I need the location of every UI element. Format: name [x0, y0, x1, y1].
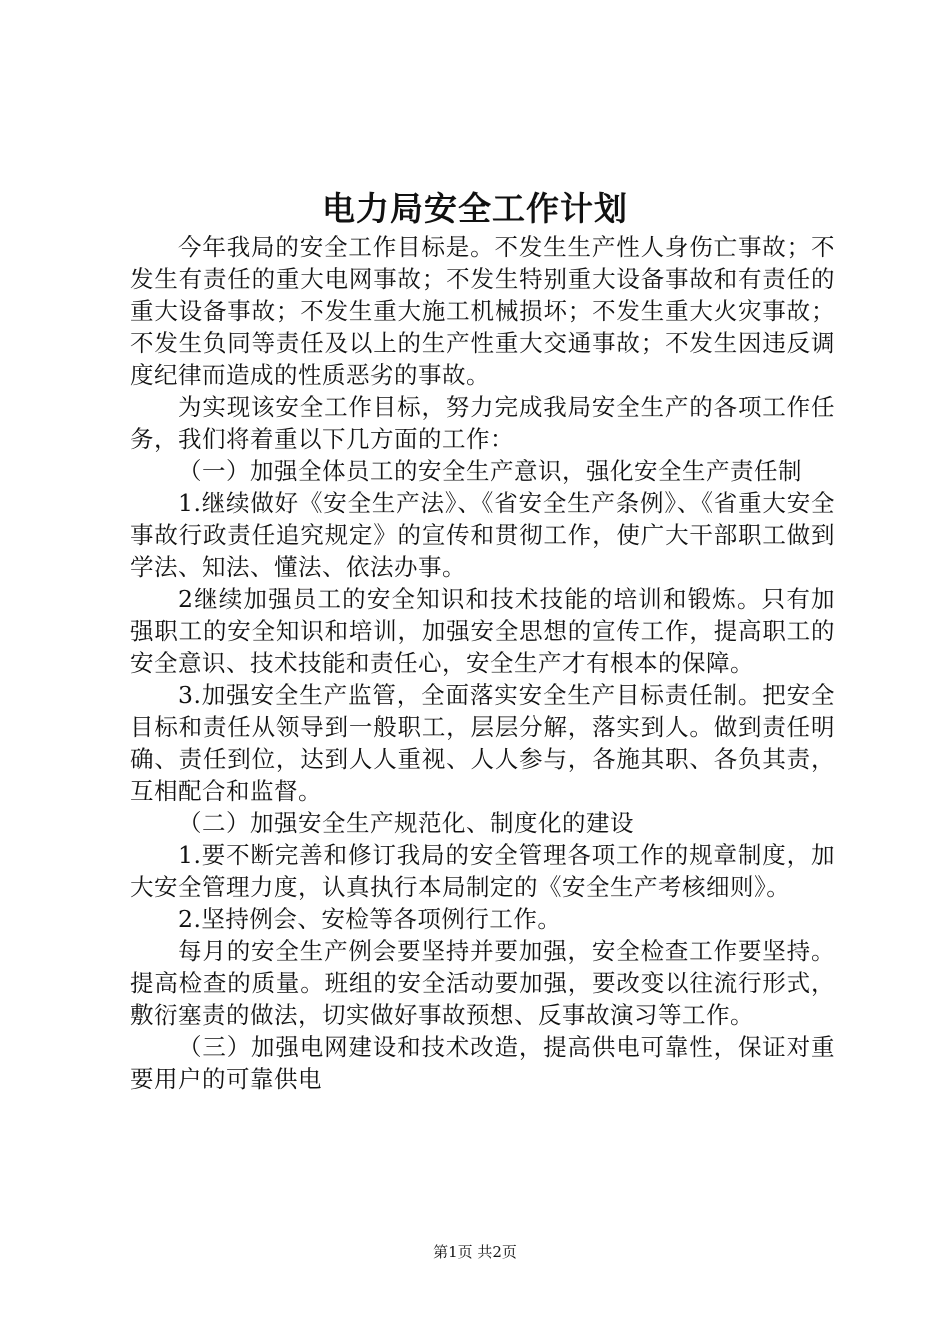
paragraph-2-3: 每月的安全生产例会要坚持并要加强，安全检查工作要坚持。提高检查的质量。班组的安全活动要加强，要改变以往流行形式，敷衍塞责的做法，切实做好事故预想、反事故演习等工作。: [130, 937, 835, 1029]
paragraph-2-1: 1.要不断完善和修订我局的安全管理各项工作的规章制度，加大安全管理力度，认真执行本局制定的《安全生产考核细则》。: [130, 841, 835, 901]
document-body: [130, 231, 835, 1095]
paragraph-2-2: 2.坚持例会、安检等各项例行工作。: [178, 905, 562, 933]
page-footer: 第1页 共2页: [433, 1243, 517, 1261]
section-heading-2: （二）加强安全生产规范化、制度化的建设: [178, 809, 634, 837]
paragraph-1-3: 3.加强安全生产监管，全面落实安全生产目标责任制。把安全目标和责任从领导到一般职工，层层分解，落实到人。做到责任明确、责任到位，达到人人重视、人人参与，各施其职、各负其责，互相配合和监督。: [130, 681, 835, 805]
section-heading-1: （一）加强全体员工的安全生产意识，强化安全生产责任制: [178, 457, 802, 485]
paragraph-goals: 今年我局的安全工作目标是。不发生生产性人身伤亡事故；不发生有责任的重大电网事故；不发生特别重大设备事故和有责任的重大设备事故；不发生重大施工机械损坏；不发生重大火灾事故；不发生负同等责任及以上的生产性重大交通事故；不发生因违反调度纪律而造成的性质恶劣的事故。: [130, 233, 835, 389]
paragraph-1-2: 2继续加强员工的安全知识和技术技能的培训和锻炼。只有加强职工的安全知识和培训，加强安全思想的宣传工作，提高职工的安全意识、技术技能和责任心，安全生产才有根本的保障。: [130, 585, 835, 677]
section-heading-3: （三）加强电网建设和技术改造，提高供电可靠性，保证对重要用户的可靠供电: [130, 1033, 835, 1093]
paragraph-intro: 为实现该安全工作目标，努力完成我局安全生产的各项工作任务，我们将着重以下几方面的工作：: [130, 393, 835, 453]
document-title: 电力局安全工作计划: [322, 189, 628, 228]
paragraph-1-1: 1.继续做好《安全生产法》、《省安全生产条例》、《省重大安全事故行政责任追究规定》的宣传和贯彻工作，使广大干部职工做到学法、知法、懂法、依法办事。: [130, 489, 835, 581]
